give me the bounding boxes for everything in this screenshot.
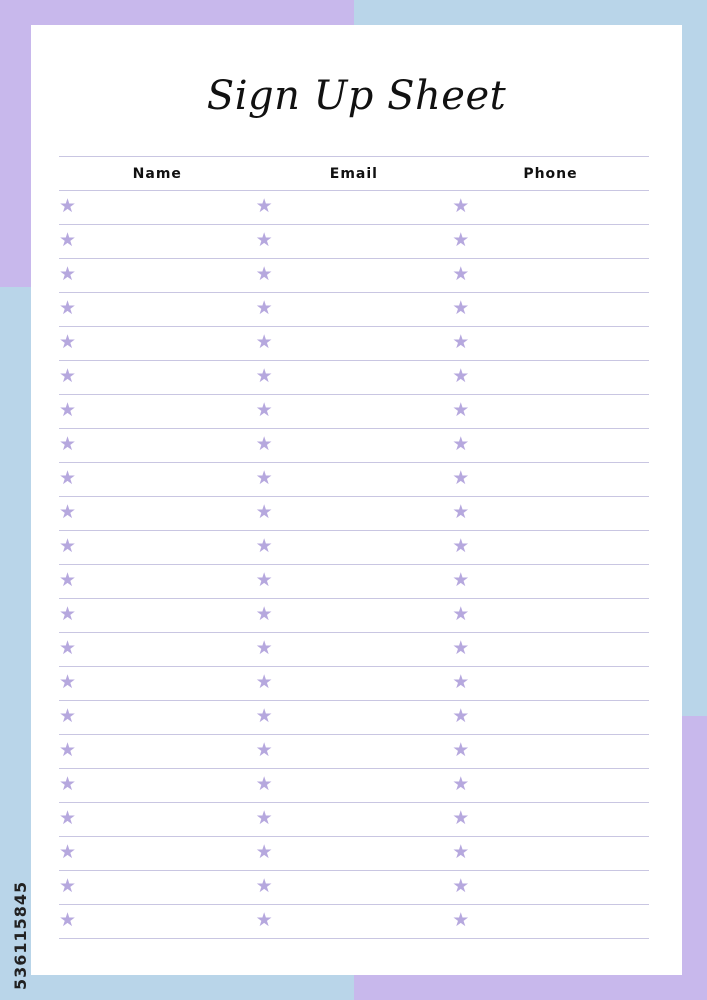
table-row — [59, 803, 649, 836]
star-icon: ★ — [255, 229, 273, 251]
star-icon: ★ — [452, 569, 470, 591]
table-cell-phone[interactable] — [452, 871, 649, 904]
table-row — [59, 531, 649, 564]
star-icon: ★ — [59, 365, 77, 387]
signup-table — [59, 156, 649, 939]
table-row — [59, 633, 649, 666]
star-icon: ★ — [255, 739, 273, 761]
star-icon: ★ — [452, 331, 470, 353]
table-cell-email[interactable] — [256, 701, 453, 734]
star-icon: ★ — [255, 331, 273, 353]
star-icon: ★ — [255, 365, 273, 387]
table-cell-name[interactable] — [59, 259, 256, 292]
table-cell-email[interactable] — [256, 633, 453, 666]
star-icon: ★ — [452, 773, 470, 795]
table-row — [59, 395, 649, 428]
table-cell-email[interactable] — [256, 531, 453, 564]
table-cell-name[interactable] — [59, 871, 256, 904]
star-icon: ★ — [59, 229, 77, 251]
table-cell-phone[interactable] — [452, 701, 649, 734]
star-icon: ★ — [255, 433, 273, 455]
table-cell-phone[interactable] — [452, 803, 649, 836]
table-cell-name[interactable] — [59, 633, 256, 666]
star-icon: ★ — [452, 807, 470, 829]
table-cell-email[interactable] — [256, 803, 453, 836]
column-header-phone: Phone — [523, 165, 578, 182]
star-icon: ★ — [452, 637, 470, 659]
table-cell-phone[interactable] — [452, 667, 649, 700]
table-cell-name[interactable] — [59, 327, 256, 360]
table-cell-email[interactable] — [256, 667, 453, 700]
table-cell-name[interactable] — [59, 225, 256, 258]
table-cell-email[interactable] — [256, 905, 453, 938]
star-icon: ★ — [59, 603, 77, 625]
table-row — [59, 327, 649, 360]
table-cell-name[interactable] — [59, 531, 256, 564]
star-icon: ★ — [59, 807, 77, 829]
table-row — [59, 735, 649, 768]
table-cell-name[interactable] — [59, 735, 256, 768]
star-icon: ★ — [59, 467, 77, 489]
table-cell-phone[interactable] — [452, 293, 649, 326]
star-icon: ★ — [59, 263, 77, 285]
table-cell-phone[interactable] — [452, 769, 649, 802]
star-icon: ★ — [59, 501, 77, 523]
table-cell-phone[interactable] — [452, 531, 649, 564]
star-icon: ★ — [59, 195, 77, 217]
star-icon: ★ — [59, 739, 77, 761]
table-row — [59, 463, 649, 496]
star-icon: ★ — [59, 331, 77, 353]
table-cell-email[interactable] — [256, 871, 453, 904]
table-cell-name[interactable] — [59, 803, 256, 836]
star-icon: ★ — [452, 671, 470, 693]
star-icon: ★ — [255, 807, 273, 829]
star-icon: ★ — [59, 773, 77, 795]
table-cell-phone[interactable] — [452, 565, 649, 598]
column-header-email: Email — [329, 165, 378, 182]
star-icon: ★ — [452, 399, 470, 421]
signup-sheet-page — [31, 25, 682, 975]
star-icon: ★ — [255, 909, 273, 931]
star-icon: ★ — [452, 263, 470, 285]
star-icon: ★ — [255, 501, 273, 523]
star-icon: ★ — [255, 569, 273, 591]
page-title: Sign Up Sheet — [206, 73, 507, 119]
star-icon: ★ — [452, 433, 470, 455]
table-row — [59, 667, 649, 700]
star-icon: ★ — [255, 297, 273, 319]
table-cell-name[interactable] — [59, 599, 256, 632]
star-icon: ★ — [255, 263, 273, 285]
star-icon: ★ — [59, 705, 77, 727]
table-cell-email[interactable] — [256, 191, 453, 224]
table-cell-phone[interactable] — [452, 191, 649, 224]
star-icon: ★ — [255, 637, 273, 659]
table-cell-email[interactable] — [256, 565, 453, 598]
table-cell-email[interactable] — [256, 429, 453, 462]
table-cell-name[interactable] — [59, 429, 256, 462]
table-cell-name[interactable] — [59, 769, 256, 802]
star-icon: ★ — [59, 535, 77, 557]
table-row — [59, 769, 649, 802]
table-cell-phone[interactable] — [452, 463, 649, 496]
column-header-name: Name — [132, 165, 182, 182]
table-cell-name[interactable] — [59, 701, 256, 734]
table-row — [59, 191, 649, 224]
table-cell-email[interactable] — [256, 599, 453, 632]
table-cell-name[interactable] — [59, 565, 256, 598]
star-icon: ★ — [255, 467, 273, 489]
table-cell-email[interactable] — [256, 497, 453, 530]
table-cell-phone[interactable] — [452, 905, 649, 938]
star-icon: ★ — [452, 739, 470, 761]
star-icon: ★ — [452, 365, 470, 387]
table-cell-email[interactable] — [256, 327, 453, 360]
table-row — [59, 429, 649, 462]
star-icon: ★ — [452, 229, 470, 251]
star-icon: ★ — [452, 705, 470, 727]
table-row — [59, 599, 649, 632]
table-cell-name[interactable] — [59, 463, 256, 496]
table-cell-email[interactable] — [256, 735, 453, 768]
table-cell-name[interactable] — [59, 667, 256, 700]
table-cell-email[interactable] — [256, 259, 453, 292]
star-icon: ★ — [255, 671, 273, 693]
star-icon: ★ — [255, 773, 273, 795]
star-icon: ★ — [59, 569, 77, 591]
table-cell-phone[interactable] — [452, 633, 649, 666]
table-row — [59, 871, 649, 904]
table-cell-email[interactable] — [256, 361, 453, 394]
star-icon: ★ — [59, 909, 77, 931]
table-cell-phone[interactable] — [452, 837, 649, 870]
star-icon: ★ — [59, 875, 77, 897]
star-icon: ★ — [255, 875, 273, 897]
star-icon: ★ — [255, 705, 273, 727]
table-cell-phone[interactable] — [452, 599, 649, 632]
star-icon: ★ — [452, 875, 470, 897]
table-cell-phone[interactable] — [452, 497, 649, 530]
star-icon: ★ — [255, 535, 273, 557]
star-icon: ★ — [255, 841, 273, 863]
table-cell-name[interactable] — [59, 361, 256, 394]
star-icon: ★ — [59, 297, 77, 319]
star-icon: ★ — [452, 841, 470, 863]
table-cell-phone[interactable] — [452, 259, 649, 292]
table-cell-email[interactable] — [256, 837, 453, 870]
star-icon: ★ — [452, 603, 470, 625]
table-cell-phone[interactable] — [452, 327, 649, 360]
table-row — [59, 905, 649, 938]
star-icon: ★ — [452, 535, 470, 557]
table-row — [59, 701, 649, 734]
star-icon: ★ — [59, 637, 77, 659]
table-row — [59, 293, 649, 326]
star-icon: ★ — [452, 501, 470, 523]
star-icon: ★ — [452, 467, 470, 489]
table-cell-phone[interactable] — [452, 395, 649, 428]
table-cell-name[interactable] — [59, 837, 256, 870]
table-cell-name[interactable] — [59, 293, 256, 326]
table-cell-name[interactable] — [59, 395, 256, 428]
table-row — [59, 565, 649, 598]
table-cell-name[interactable] — [59, 497, 256, 530]
table-row — [59, 259, 649, 292]
star-icon: ★ — [59, 399, 77, 421]
table-cell-phone[interactable] — [452, 361, 649, 394]
row-rule — [59, 938, 649, 939]
table-cell-email[interactable] — [256, 395, 453, 428]
table-cell-phone[interactable] — [452, 429, 649, 462]
star-icon: ★ — [59, 671, 77, 693]
table-row — [59, 225, 649, 258]
table-cell-email[interactable] — [256, 293, 453, 326]
star-icon: ★ — [59, 433, 77, 455]
star-icon: ★ — [452, 195, 470, 217]
table-row — [59, 361, 649, 394]
table-cell-phone[interactable] — [452, 735, 649, 768]
table-row — [59, 497, 649, 530]
table-header — [59, 157, 649, 190]
table-cell-email[interactable] — [256, 463, 453, 496]
star-icon: ★ — [452, 909, 470, 931]
table-cell-email[interactable] — [256, 769, 453, 802]
table-cell-name[interactable] — [59, 905, 256, 938]
table-row — [59, 837, 649, 870]
star-icon: ★ — [255, 195, 273, 217]
table-body — [59, 191, 649, 939]
table-cell-name[interactable] — [59, 191, 256, 224]
star-icon: ★ — [255, 603, 273, 625]
side-id-text: 536115845 — [11, 880, 30, 990]
table-cell-phone[interactable] — [452, 225, 649, 258]
table-cell-email[interactable] — [256, 225, 453, 258]
star-icon: ★ — [59, 841, 77, 863]
star-icon: ★ — [255, 399, 273, 421]
star-icon: ★ — [452, 297, 470, 319]
